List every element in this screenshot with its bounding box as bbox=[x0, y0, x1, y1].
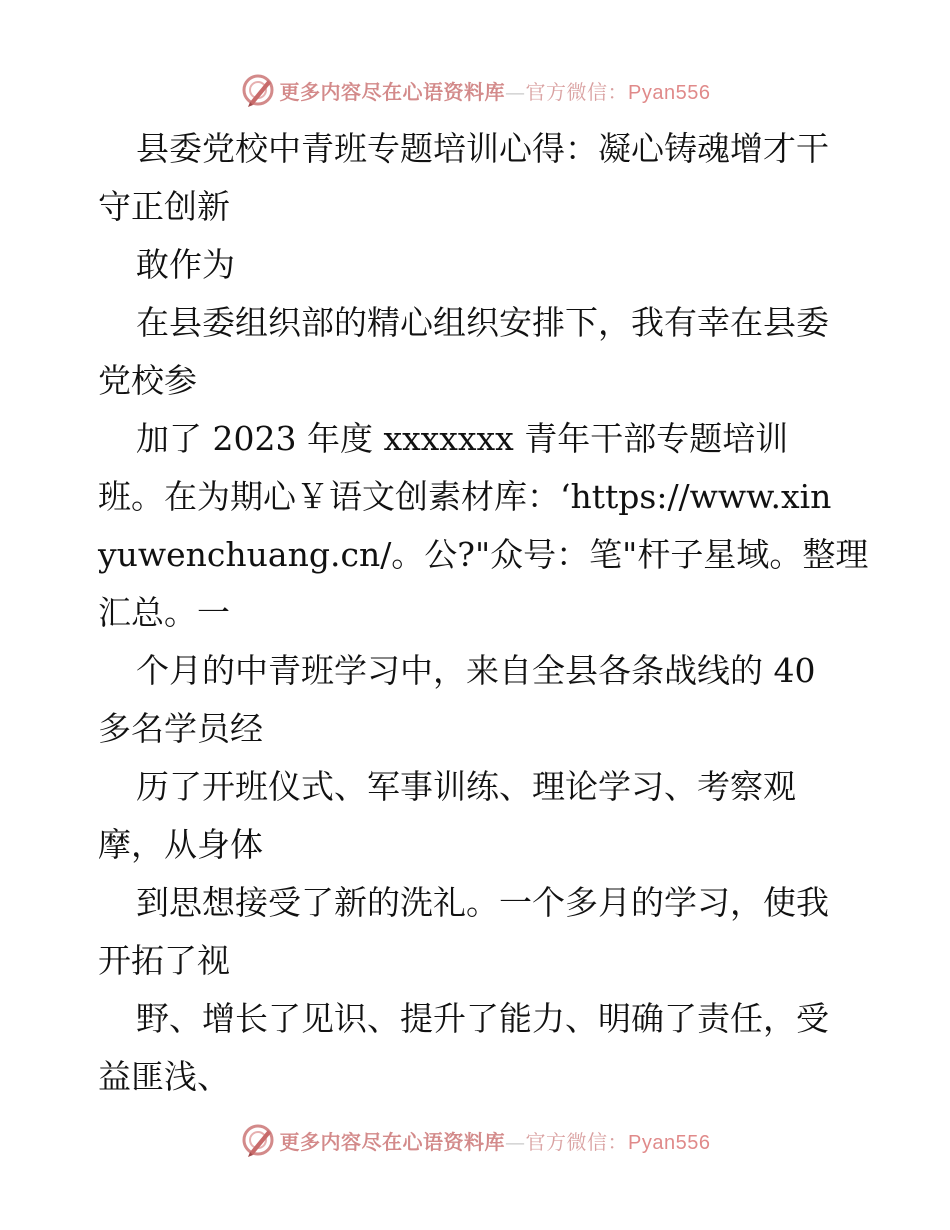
text-line: 到思想接受了新的洗礼。一个多月的学习，使我 bbox=[136, 883, 829, 922]
pen-logo-icon bbox=[240, 1122, 276, 1158]
footer-wechat-id: Pyan556 bbox=[628, 1131, 711, 1154]
document-body bbox=[98, 120, 869, 1106]
text-line: 加了 2023 年度 xxxxxxx 青年干部专题培训 bbox=[136, 419, 789, 458]
text-line: 县委党校中青班专题培训心得：凝心铸魂增才干 bbox=[136, 129, 829, 168]
text-line: 汇总。一 bbox=[98, 593, 230, 632]
pen-logo-icon bbox=[240, 72, 276, 108]
text-line: 党校参 bbox=[98, 361, 197, 400]
footer-dash: — bbox=[505, 1129, 526, 1154]
text-line: 摩，从身体 bbox=[98, 825, 263, 864]
text-line: 开拓了视 bbox=[98, 941, 230, 980]
text-line: 历了开班仪式、军事训练、理论学习、考察观 bbox=[136, 767, 796, 806]
header-wechat-label: 官方微信： bbox=[525, 79, 629, 104]
header-banner-text bbox=[280, 76, 711, 105]
text-line: 个月的中青班学习中，来自全县各条战线的 40 bbox=[136, 651, 816, 690]
text-line: 多名学员经 bbox=[98, 709, 263, 748]
footer-banner-text bbox=[280, 1126, 711, 1155]
header-dash: — bbox=[505, 79, 526, 104]
text-line: 守正创新 bbox=[98, 187, 230, 226]
footer-wechat-label: 官方微信： bbox=[525, 1129, 629, 1154]
text-line: 班。在为期心￥语文创素材库：‘https://www.xin bbox=[98, 477, 832, 516]
header-brand: 更多内容尽在心语资料库 bbox=[279, 79, 506, 104]
footer-banner bbox=[0, 1120, 950, 1160]
text-line: 在县委组织部的精心组织安排下，我有幸在县委 bbox=[136, 303, 829, 342]
text-line: 益匪浅、 bbox=[98, 1057, 230, 1096]
header-banner bbox=[0, 70, 950, 110]
footer-brand: 更多内容尽在心语资料库 bbox=[279, 1129, 506, 1154]
text-line: 敢作为 bbox=[136, 245, 235, 284]
text-line: yuwenchuang.cn/。公?"众号：笔"杆子星域。整理 bbox=[98, 535, 869, 574]
text-line: 野、增长了见识、提升了能力、明确了责任，受 bbox=[136, 999, 829, 1038]
header-wechat-id: Pyan556 bbox=[628, 81, 711, 104]
